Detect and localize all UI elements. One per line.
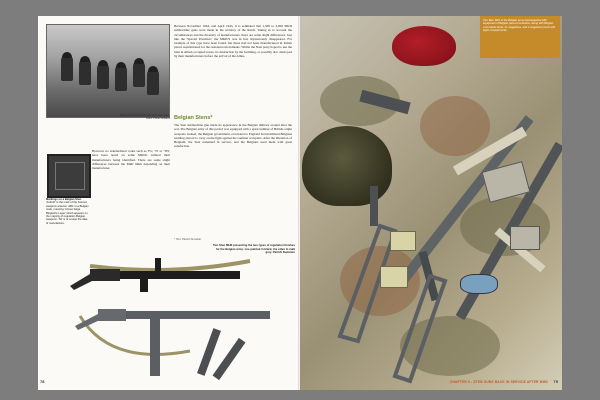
photo-caption: Belgian brigade troops with their Sten guns, 1944. Photo Delvaux <box>119 114 170 121</box>
sten-guns-illustration <box>50 256 300 386</box>
soldiers-photo <box>46 24 170 121</box>
body-text-column-1: Between November 1944, and April 1945, it is estimated that 1,500 to 3,000 MKII submachine guns were made in the territory of the Reich. Taking in to account the circumstances and the diversity of manufacturers, there are some slight differences. Just like the 'Special Priorities,' the MKII/S was in less mysteriously disappeared. For example of this type have been found, but these had not been manufactured in Italian places requisitioned for the resistance movements. Whilst the Nazi party hoped to use the Sten in Allied-occupied zones, its destruction by the bombing, or possibly also destroyed by their manufacturers before the arrival of the Allies. <box>174 24 292 59</box>
ammo-packet <box>380 266 408 288</box>
marking-caption <box>46 198 90 225</box>
ammo-packet <box>390 231 416 251</box>
page-number-right: 79 <box>553 379 558 384</box>
marking-photo <box>47 154 91 198</box>
para-wings-badge <box>460 274 498 294</box>
right-page <box>300 16 562 390</box>
marking-caption-body: 'Andorb' is the mark of the Fécourt weapons arsenal. 'ABL' is a Belgian mark, meaning 'Armee belge Belgische Leger' which appears on the majority of regulation Belgian weapons. 'S2' is of course the date of manufacture. <box>46 201 89 225</box>
metal-tin <box>510 226 540 250</box>
chapter-footer: CHAPTER 9 - STEN GUNS BACK IN SERVICE AFTER WW2 <box>450 380 548 384</box>
gun-caption: Two Sten MkIII presenting the two types of regulation finishes for the Belgian army: one painted in black, the other in matt grey. Patrick Dumetier <box>213 243 295 254</box>
body-text-column-2: The Sten submachine gun made its appearance in the Belgian military around after the war. The Belgian army of this period was equipped with a great number of British-origin weapons. Indeed, the Belgian government, evacuated to England had mobilized Belgians residing abroad to carry on the fight against the German occupiers. After the liberation of Belgium, the Sten remained in service, and the Belgians used them with great satisfaction. <box>174 123 292 149</box>
section-heading: Belgian Stens* <box>174 115 213 121</box>
footnote: * Text: Patrick Dumetier <box>174 238 202 241</box>
sten-guns-photo <box>300 16 562 390</box>
left-page <box>38 16 300 390</box>
page-number-left: 78 <box>40 379 45 384</box>
marking-caption-title: Markings on a Belgian Sten. <box>46 198 82 201</box>
photo-caption-box: Two Sten MkII of the Belgian army photographed with equipment of Belgian para-commandos, along with Belgian commando beret, its magazines, and a magazine pouch with eight compartments. <box>480 16 560 58</box>
body-text-column-3: However no standardized codes such as 'Fa', 'Ti' or 'TH,' have been noted on some MKIII, without their manufacturers being identified. There are some slight differences between the MkII 9mm depending on their manufacturer. <box>92 149 170 171</box>
